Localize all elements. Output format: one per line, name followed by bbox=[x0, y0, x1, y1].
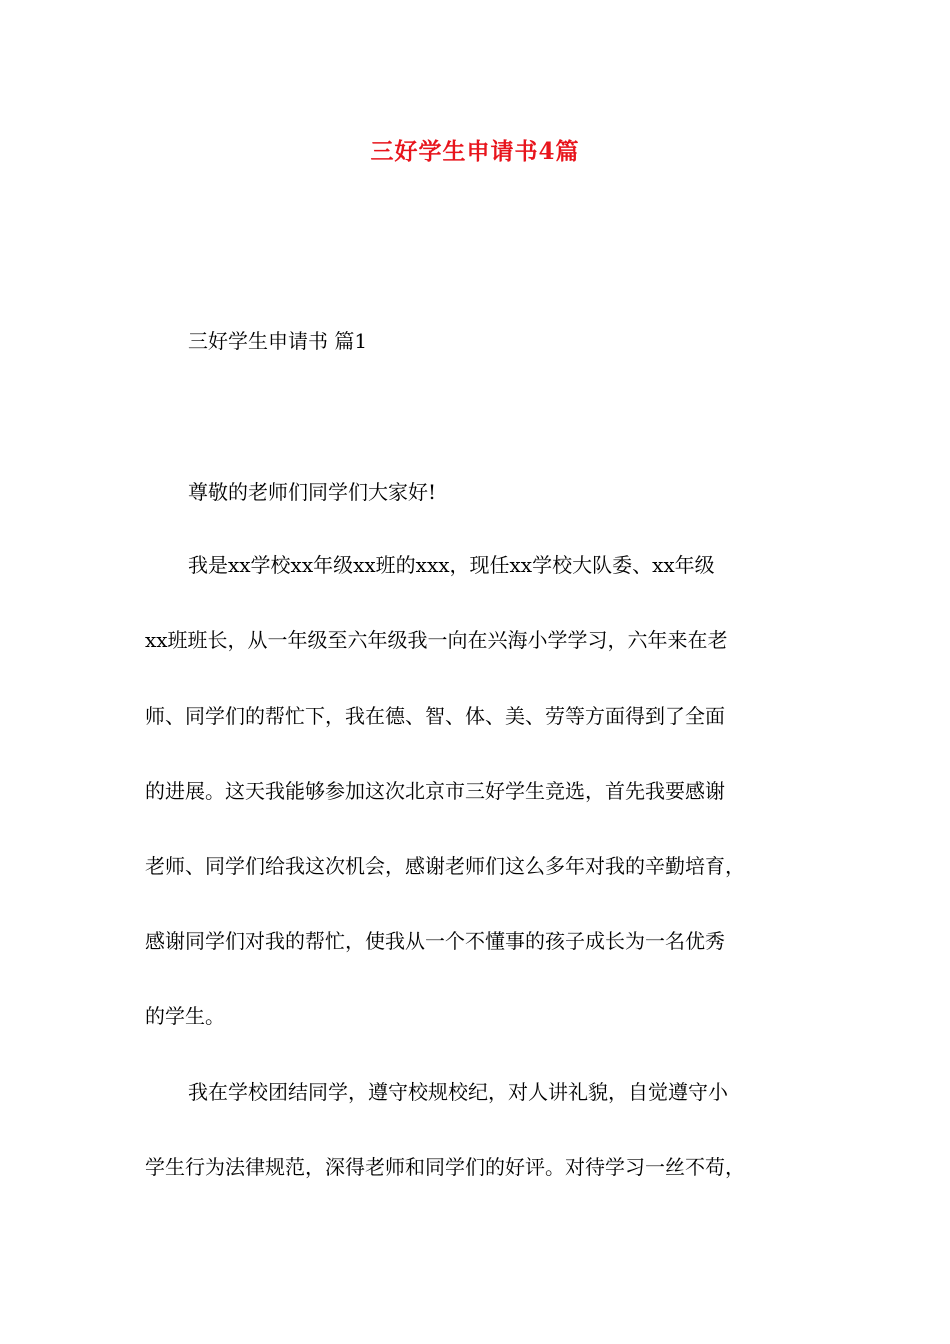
paragraph1-line: 感谢同学们对我的帮忙，使我从一个不懂事的孩子成长为一名优秀 bbox=[145, 929, 725, 953]
paragraph2-line: 学生行为法律规范，深得老师和同学们的好评。对待学习一丝不苟， bbox=[145, 1155, 745, 1179]
paragraph1-line: 的进展。这天我能够参加这次北京市三好学生竞选，首先我要感谢 bbox=[145, 779, 725, 803]
section-heading: 三好学生申请书 篇1 bbox=[188, 329, 368, 353]
paragraph1-line: 我是xx学校xx年级xx班的xxx，现任xx学校大队委、xx年级 bbox=[188, 553, 715, 577]
salutation-line: 尊敬的老师们同学们大家好! bbox=[188, 480, 437, 504]
paragraph1-line: 老师、同学们给我这次机会，感谢老师们这么多年对我的辛勤培育， bbox=[145, 854, 745, 878]
paragraph1-line: 的学生。 bbox=[145, 1004, 225, 1028]
paragraph1-line: 师、同学们的帮忙下，我在德、智、体、美、劳等方面得到了全面 bbox=[145, 704, 725, 728]
paragraph1-line: xx班班长，从一年级至六年级我一向在兴海小学学习，六年来在老 bbox=[145, 628, 728, 652]
paragraph2-line: 我在学校团结同学，遵守校规校纪，对人讲礼貌，自觉遵守小 bbox=[188, 1080, 728, 1104]
document-title: 三好学生申请书4篇 bbox=[370, 138, 580, 165]
